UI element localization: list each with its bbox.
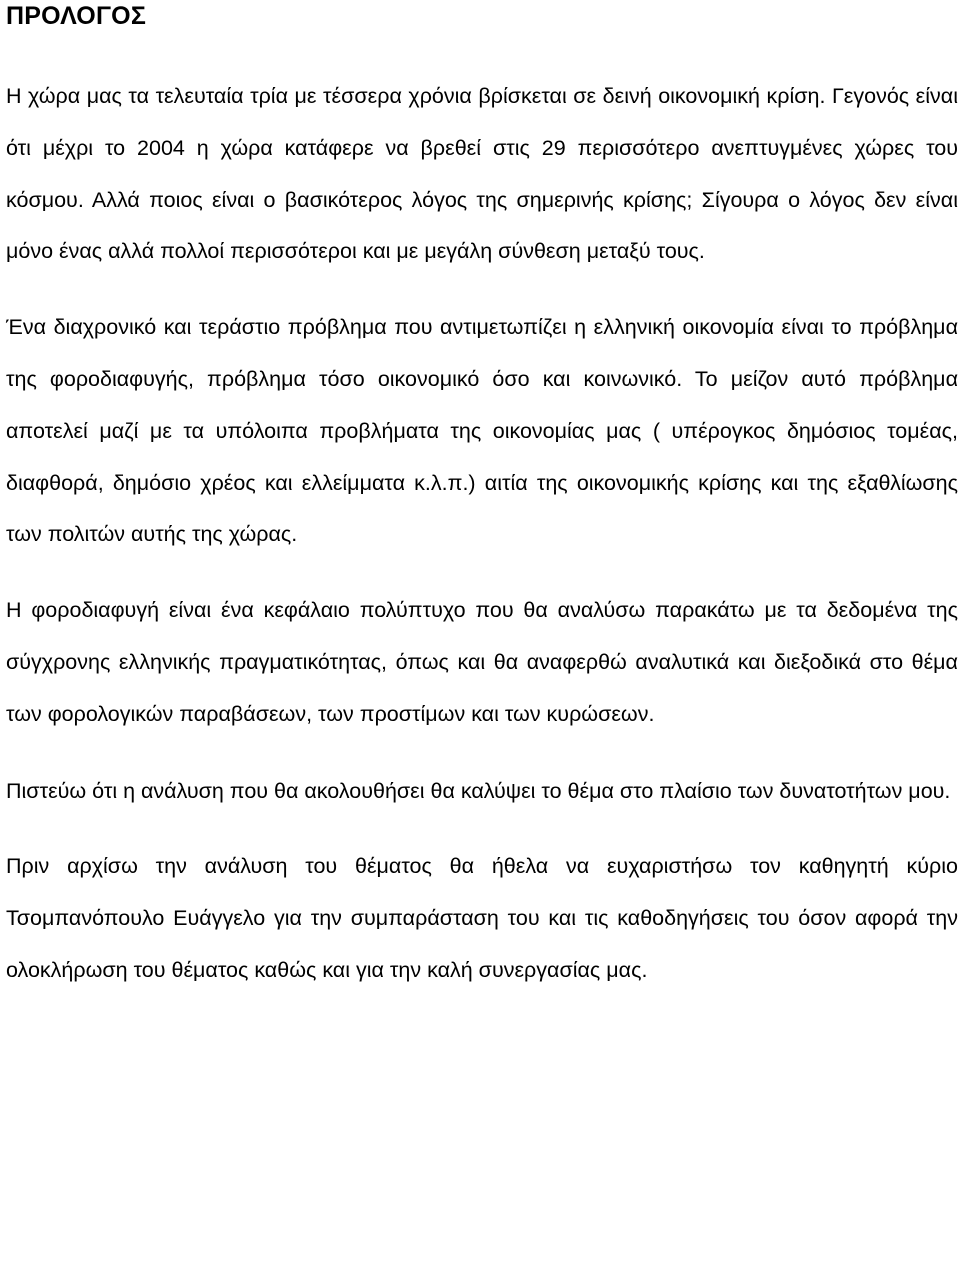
page-title: ΠΡΟΛΟΓΟΣ <box>6 2 147 30</box>
paragraph-tax-evasion-problem: Ένα διαχρονικό και τεράστιο πρόβλημα που αντιμετωπίζει η ελληνική οικονομία είναι το πρόβλημα της φοροδιαφυγής, πρόβλημα τόσο οικονομικό όσο και κοινωνικό. Το μείζον αυτό πρόβλημα αποτελεί μαζί με τα υπόλοιπα προβλήματα της οικονομίας μας ( υπέρογκος δημόσιος τομέας, διαφθορά, δημόσιο χρέος και ελλείμματα κ.λ.π.) αιτία της οικονομικής κρίσης και της εξαθλίωσης των πολιτών αυτής της χώρας. <box>6 315 958 547</box>
document-page <box>6 0 958 997</box>
paragraph-economic-crisis: Η χώρα μας τα τελευταία τρία με τέσσερα χρόνια βρίσκεται σε δεινή οικονομική κρίση. Γεγονός είναι ότι μέχρι το 2004 η χώρα κατάφερε να βρεθεί στις 29 περισσότερο ανεπτυγμένες χώρες του κόσμου. Αλλά ποιος είναι ο βασικότερος λόγος της σημερινής κρίσης; Σίγουρα ο λόγος δεν είναι μόνο ένας αλλά πολλοί περισσότεροι και με μεγάλη σύνθεση μεταξύ τους. <box>6 84 958 264</box>
paragraph-acknowledgements: Πριν αρχίσω την ανάλυση του θέματος θα ήθελα να ευχαριστήσω τον καθηγητή κύριο Τσομπανόπουλο Ευάγγελο για την συμπαράσταση του και τις καθοδηγήσεις του όσον αφορά την ολοκλήρωση του θέματος καθώς και για την καλή συνεργασίας μας. <box>6 854 958 982</box>
paragraph-belief: Πιστεύω ότι η ανάλυση που θα ακολουθήσει θα καλύψει το θέμα στο πλαίσιο των δυνατοτήτων μου. <box>6 778 951 803</box>
paragraph-analysis-scope: Η φοροδιαφυγή είναι ένα κεφάλαιο πολύπτυχο που θα αναλύσω παρακάτω με τα δεδομένα της σύγχρονης ελληνικής πραγματικότητας, όπως και θα αναφερθώ αναλυτικά και διεξοδικά στο θέμα των φορολογικών παραβάσεων, των προστίμων και των κυρώσεων. <box>6 598 958 726</box>
